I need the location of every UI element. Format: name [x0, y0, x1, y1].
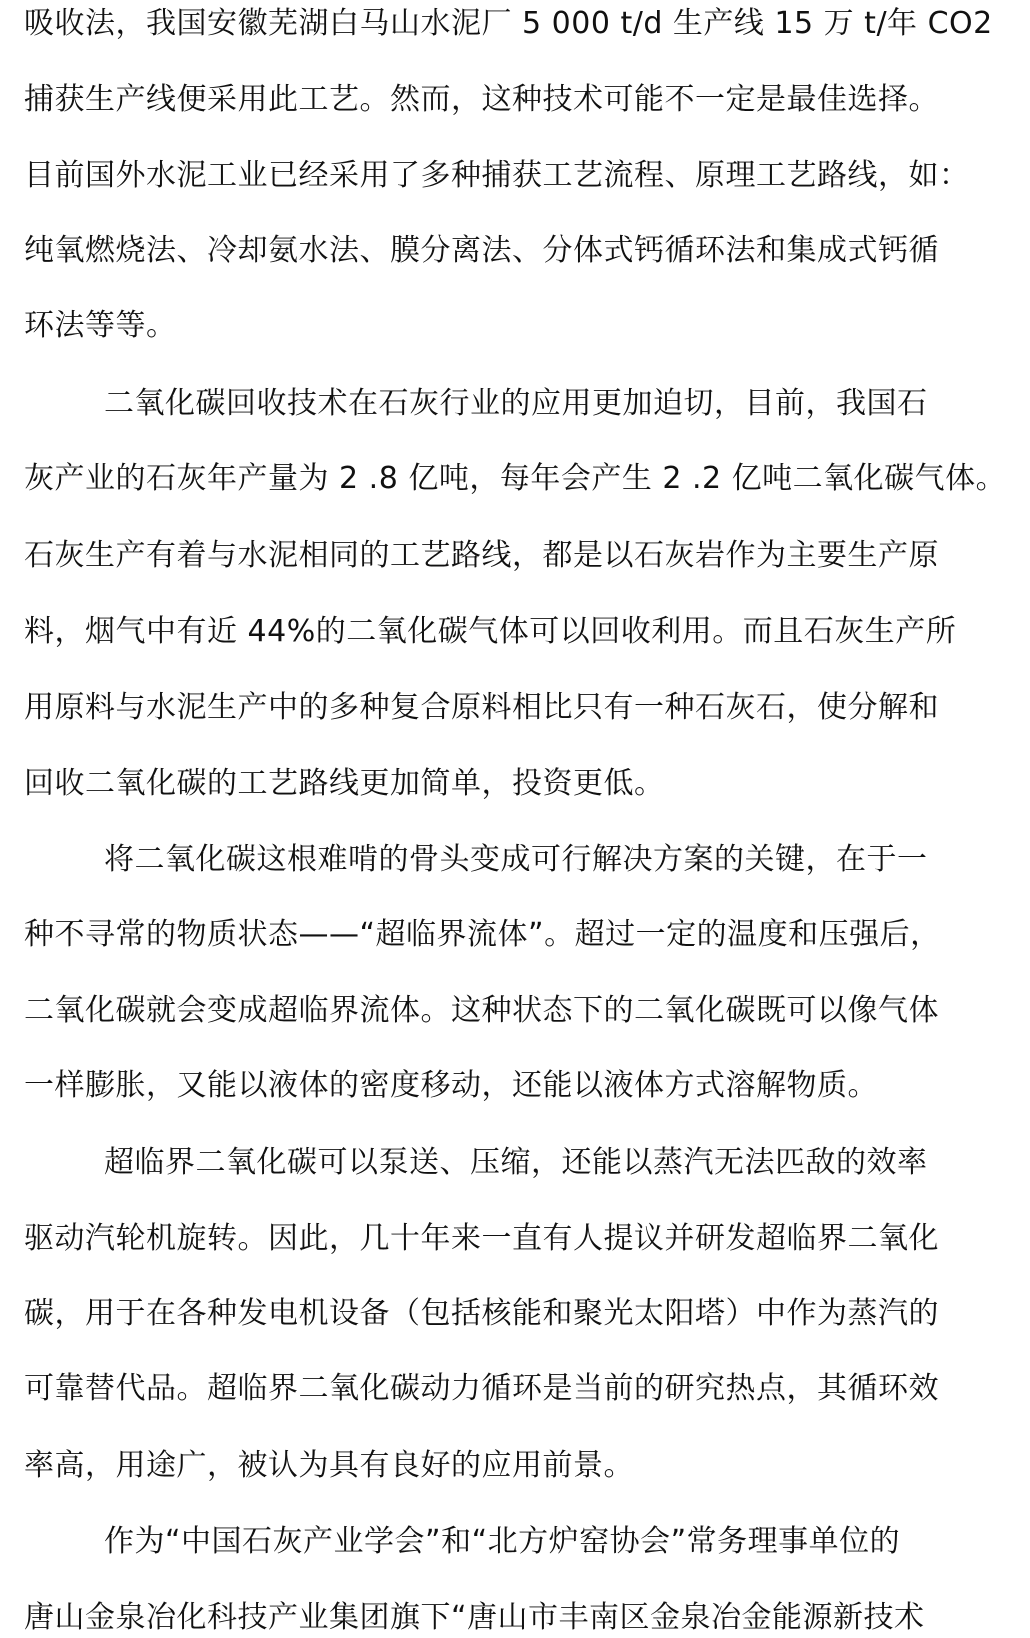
- text-line: 碳，用于在各种发电机设备（包括核能和聚光太阳塔）中作为蒸汽的: [24, 1296, 939, 1331]
- text-line: 回收二氧化碳的工艺路线更加简单，投资更低。: [24, 766, 665, 801]
- text-line: 纯氧燃烧法、冷却氨水法、膜分离法、分体式钙循环法和集成式钙循: [24, 233, 939, 268]
- text-line: 一样膨胀，又能以液体的密度移动，还能以液体方式溶解物质。: [24, 1068, 878, 1103]
- text-line: 可靠替代品。超临界二氧化碳动力循环是当前的研究热点，其循环效: [24, 1371, 939, 1406]
- text-line: 料，烟气中有近 44%的二氧化碳气体可以回收利用。而且石灰生产所: [24, 614, 957, 649]
- text-line: 驱动汽轮机旋转。因此，几十年来一直有人提议并研发超临界二氧化: [24, 1221, 939, 1256]
- text-line: 将二氧化碳这根难啃的骨头变成可行解决方案的关键，在于一: [104, 842, 928, 877]
- text-line: 石灰生产有着与水泥相同的工艺路线，都是以石灰岩作为主要生产原: [24, 538, 939, 573]
- text-line: 超临界二氧化碳可以泵送、压缩，还能以蒸汽无法匹敌的效率: [104, 1145, 928, 1180]
- text-line: 捕获生产线便采用此工艺。然而，这种技术可能不一定是最佳选择。: [24, 82, 939, 117]
- text-line: 作为“中国石灰产业学会”和“北方炉窑协会”常务理事单位的: [104, 1524, 901, 1559]
- text-line: 用原料与水泥生产中的多种复合原料相比只有一种石灰石，使分解和: [24, 690, 939, 725]
- text-line: 唐山金泉冶化科技产业集团旗下“唐山市丰南区金泉冶金能源新技术: [24, 1600, 925, 1635]
- text-line: 种不寻常的物质状态——“超临界流体”。超过一定的温度和压强后，: [24, 917, 941, 952]
- text-line: 环法等等。: [24, 308, 177, 343]
- text-line: 灰产业的石灰年产量为 2 .8 亿吨，每年会产生 2 .2 亿吨二氧化碳气体。: [24, 461, 1007, 496]
- text-line: 目前国外水泥工业已经采用了多种捕获工艺流程、原理工艺路线，如：: [24, 158, 970, 193]
- text-line: 二氧化碳回收技术在石灰行业的应用更加迫切，目前，我国石: [104, 386, 928, 421]
- text-line: 率高，用途广，被认为具有良好的应用前景。: [24, 1448, 634, 1483]
- text-line: 吸收法，我国安徽芜湖白马山水泥厂 5 000 t/d 生产线 15 万 t/年 CO2: [24, 6, 993, 41]
- text-line: 二氧化碳就会变成超临界流体。这种状态下的二氧化碳既可以像气体: [24, 993, 939, 1028]
